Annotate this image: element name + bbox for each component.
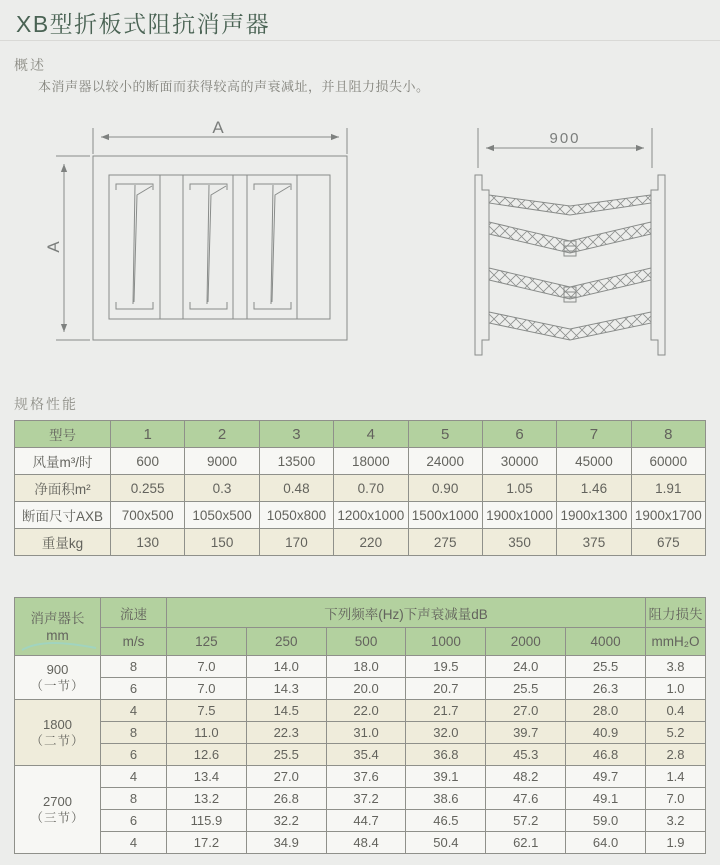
att-row	[15, 744, 706, 766]
att-header-row-1	[15, 598, 706, 628]
value-cell: 17.2	[167, 832, 247, 854]
baffle-module-1	[116, 184, 153, 309]
row-label: 断面尺寸AXB	[15, 502, 111, 529]
spec-header-row	[15, 421, 706, 448]
value-cell: 45.3	[486, 744, 566, 766]
loss-cell: 7.0	[646, 788, 706, 810]
speed-cell: 8	[101, 722, 167, 744]
spec-table	[14, 420, 706, 556]
att-row	[15, 832, 706, 854]
value-cell: 115.9	[167, 810, 247, 832]
speed-cell: 8	[101, 656, 167, 678]
value-cell: 0.48	[259, 475, 333, 502]
value-cell: 35.4	[326, 744, 406, 766]
att-row	[15, 678, 706, 700]
value-cell: 275	[408, 529, 482, 556]
value-cell: 24.0	[486, 656, 566, 678]
value-cell: 375	[557, 529, 631, 556]
model-number-cell: 7	[557, 421, 631, 448]
value-cell: 38.6	[406, 788, 486, 810]
value-cell: 30000	[482, 448, 556, 475]
row-label: 风量m³/时	[15, 448, 111, 475]
value-cell: 1050x800	[259, 502, 333, 529]
value-cell: 150	[185, 529, 259, 556]
value-cell: 600	[111, 448, 185, 475]
loss-cell: 1.4	[646, 766, 706, 788]
value-cell: 1900x1300	[557, 502, 631, 529]
speed-cell: 8	[101, 788, 167, 810]
att-header-row-2	[15, 628, 706, 656]
value-cell: 1900x1000	[482, 502, 556, 529]
row-label: 重量kg	[15, 529, 111, 556]
length-note: （二节）	[30, 733, 85, 748]
att-header-speed-unit: m/s	[101, 628, 167, 656]
value-cell: 39.7	[486, 722, 566, 744]
value-cell: 27.0	[486, 700, 566, 722]
value-cell: 20.7	[406, 678, 486, 700]
value-cell: 7.0	[167, 656, 247, 678]
length-note: （三节）	[30, 810, 85, 825]
value-cell: 57.2	[486, 810, 566, 832]
speed-cell: 6	[101, 810, 167, 832]
value-cell: 14.0	[246, 656, 326, 678]
value-cell: 45000	[557, 448, 631, 475]
value-cell: 26.3	[566, 678, 646, 700]
attenuation-table	[14, 597, 706, 854]
loss-cell: 3.8	[646, 656, 706, 678]
value-cell: 47.6	[486, 788, 566, 810]
front-view-lines	[56, 128, 347, 340]
value-cell: 22.3	[246, 722, 326, 744]
value-cell: 0.70	[334, 475, 408, 502]
value-cell: 1500x1000	[408, 502, 482, 529]
freq-tick: 2000	[486, 628, 566, 656]
speed-cell: 6	[101, 678, 167, 700]
att-header-speed: 流速	[101, 598, 167, 628]
value-cell: 13.4	[167, 766, 247, 788]
left-wall-flange	[475, 175, 489, 355]
speed-cell: 4	[101, 700, 167, 722]
dim-label-900: 900	[549, 130, 581, 147]
value-cell: 49.1	[566, 788, 646, 810]
value-cell: 50.4	[406, 832, 486, 854]
value-cell: 25.5	[246, 744, 326, 766]
dim-label-width: A	[212, 118, 224, 137]
att-header-length-unit: mm	[46, 627, 69, 643]
value-cell: 28.0	[566, 700, 646, 722]
value-cell: 675	[631, 529, 705, 556]
value-cell: 32.0	[406, 722, 486, 744]
speed-cell: 4	[101, 832, 167, 854]
att-header-frequency: 下列频率(Hz)下声衰减量dB	[167, 598, 646, 628]
length-cell	[15, 766, 101, 854]
value-cell: 60000	[631, 448, 705, 475]
baffle-module-2	[190, 184, 227, 309]
value-cell: 7.5	[167, 700, 247, 722]
loss-cell: 5.2	[646, 722, 706, 744]
loss-cell: 1.9	[646, 832, 706, 854]
chevron-baffle-2	[489, 222, 651, 253]
spec-row-weight	[15, 529, 706, 556]
value-cell: 11.0	[167, 722, 247, 744]
overview-text: 本消声器以较小的断面而获得较高的声衰减址，并且阻力损失小。	[38, 79, 430, 94]
specs-heading: 规格性能	[14, 396, 78, 412]
length-cell	[15, 700, 101, 766]
value-cell: 59.0	[566, 810, 646, 832]
value-cell: 32.2	[246, 810, 326, 832]
length-note: （一节）	[30, 678, 85, 693]
freq-tick: 250	[246, 628, 326, 656]
value-cell: 62.1	[486, 832, 566, 854]
value-cell: 0.3	[185, 475, 259, 502]
value-cell: 37.6	[326, 766, 406, 788]
value-cell: 20.0	[326, 678, 406, 700]
value-cell: 0.90	[408, 475, 482, 502]
value-cell: 18000	[334, 448, 408, 475]
freq-tick: 500	[326, 628, 406, 656]
value-cell: 24000	[408, 448, 482, 475]
value-cell: 0.255	[111, 475, 185, 502]
att-header-loss-unit: mmH₂O	[646, 628, 706, 656]
att-header-loss: 阻力损失	[646, 598, 706, 628]
chevron-baffle-4	[489, 312, 651, 340]
value-cell: 13.2	[167, 788, 247, 810]
value-cell: 9000	[185, 448, 259, 475]
pen-mark-artifact	[20, 636, 100, 656]
value-cell: 7.0	[167, 678, 247, 700]
value-cell: 46.8	[566, 744, 646, 766]
att-row	[15, 656, 706, 678]
length-value: 2700	[43, 793, 72, 809]
value-cell: 25.5	[486, 678, 566, 700]
value-cell: 31.0	[326, 722, 406, 744]
value-cell: 44.7	[326, 810, 406, 832]
row-label: 净面积m²	[15, 475, 111, 502]
value-cell: 34.9	[246, 832, 326, 854]
value-cell: 350	[482, 529, 556, 556]
att-row	[15, 810, 706, 832]
value-cell: 48.2	[486, 766, 566, 788]
model-number-cell: 1	[111, 421, 185, 448]
speed-cell: 4	[101, 766, 167, 788]
value-cell: 1200x1000	[334, 502, 408, 529]
value-cell: 1900x1700	[631, 502, 705, 529]
right-wall-flange	[651, 175, 665, 355]
att-header-length-label: 消声器长	[30, 610, 85, 626]
spec-row-net-area	[15, 475, 706, 502]
value-cell: 25.5	[566, 656, 646, 678]
value-cell: 26.8	[246, 788, 326, 810]
side-view-diagram	[450, 110, 690, 370]
title-divider	[0, 40, 720, 41]
speed-cell: 6	[101, 744, 167, 766]
overview-heading: 概述	[14, 57, 46, 73]
length-value: 900	[46, 661, 69, 677]
value-cell: 22.0	[326, 700, 406, 722]
loss-cell: 1.0	[646, 678, 706, 700]
chevron-baffle-3	[489, 268, 651, 299]
freq-tick: 1000	[406, 628, 486, 656]
value-cell: 27.0	[246, 766, 326, 788]
value-cell: 1.46	[557, 475, 631, 502]
dim-label-height: A	[44, 241, 63, 253]
value-cell: 1.05	[482, 475, 556, 502]
value-cell: 13500	[259, 448, 333, 475]
model-number-cell: 5	[408, 421, 482, 448]
value-cell: 12.6	[167, 744, 247, 766]
baffle-module-3	[254, 184, 291, 309]
att-row	[15, 788, 706, 810]
spec-row-airflow	[15, 448, 706, 475]
model-number-cell: 6	[482, 421, 556, 448]
spec-row-cross-section	[15, 502, 706, 529]
splitter-dividers	[160, 175, 297, 319]
value-cell: 130	[111, 529, 185, 556]
value-cell: 170	[259, 529, 333, 556]
chevron-baffle-1	[489, 195, 651, 215]
value-cell: 700x500	[111, 502, 185, 529]
value-cell: 39.1	[406, 766, 486, 788]
value-cell: 48.4	[326, 832, 406, 854]
att-row	[15, 722, 706, 744]
freq-tick: 125	[167, 628, 247, 656]
value-cell: 14.5	[246, 700, 326, 722]
model-number-cell: 8	[631, 421, 705, 448]
value-cell: 40.9	[566, 722, 646, 744]
side-view-lines	[475, 128, 665, 355]
value-cell: 19.5	[406, 656, 486, 678]
length-cell	[15, 656, 101, 700]
value-cell: 1050x500	[185, 502, 259, 529]
value-cell: 18.0	[326, 656, 406, 678]
model-number-cell: 2	[185, 421, 259, 448]
value-cell: 220	[334, 529, 408, 556]
freq-tick: 4000	[566, 628, 646, 656]
att-row	[15, 700, 706, 722]
value-cell: 46.5	[406, 810, 486, 832]
value-cell: 37.2	[326, 788, 406, 810]
value-cell: 64.0	[566, 832, 646, 854]
length-value: 1800	[43, 716, 72, 732]
value-cell: 36.8	[406, 744, 486, 766]
model-number-cell: 4	[334, 421, 408, 448]
loss-cell: 0.4	[646, 700, 706, 722]
spec-header-model: 型号	[15, 421, 111, 448]
model-number-cell: 3	[259, 421, 333, 448]
value-cell: 21.7	[406, 700, 486, 722]
page-title: XB型折板式阻抗消声器	[16, 11, 271, 37]
value-cell: 14.3	[246, 678, 326, 700]
value-cell: 1.91	[631, 475, 705, 502]
loss-cell: 2.8	[646, 744, 706, 766]
att-row	[15, 766, 706, 788]
value-cell: 49.7	[566, 766, 646, 788]
loss-cell: 3.2	[646, 810, 706, 832]
pen-mark-stroke	[22, 643, 96, 650]
front-view-diagram	[40, 106, 370, 361]
